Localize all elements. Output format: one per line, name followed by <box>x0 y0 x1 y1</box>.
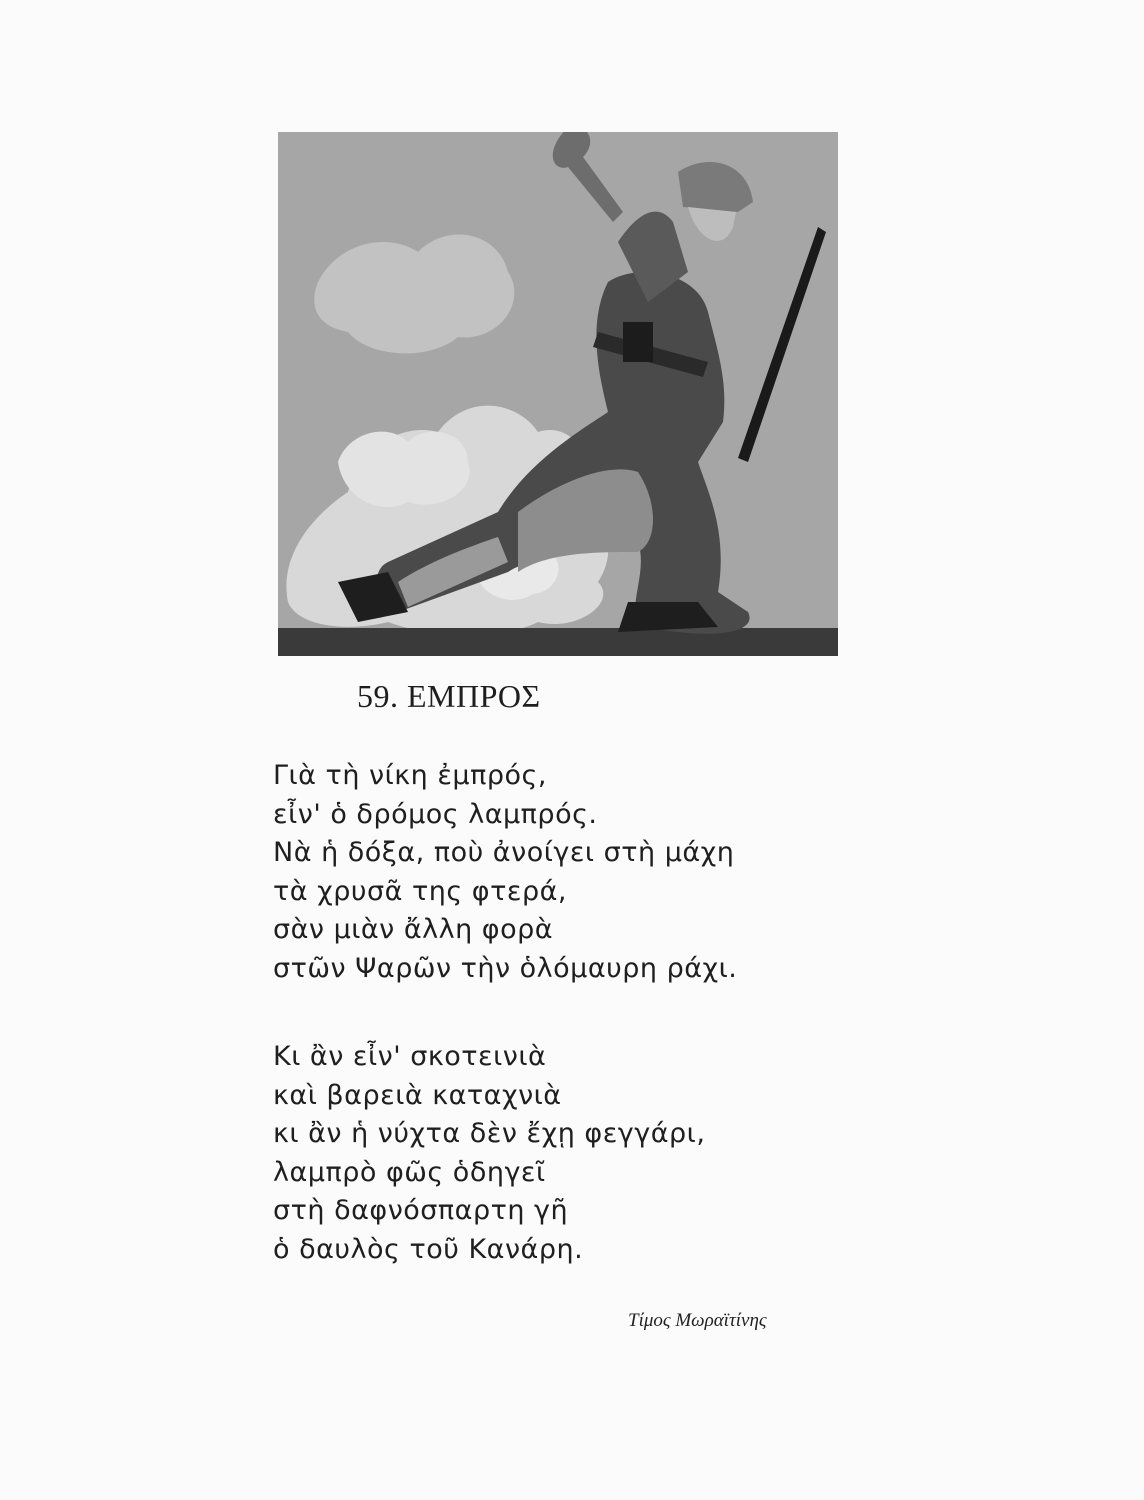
poem-line: καὶ βαρειὰ καταχνιὰ <box>273 1079 562 1111</box>
poem-line: Νὰ ἡ δόξα, ποὺ ἀνοίγει στὴ μάχη <box>273 837 735 868</box>
poem-line: ὁ δαυλὸς τοῦ Κανάρη. <box>273 1233 584 1265</box>
poem-line: στῶν Ψαρῶν τὴν ὁλόμαυρη ράχι. <box>273 952 738 984</box>
poem-title: 59. ΕΜΠΡΟΣ <box>357 678 541 714</box>
poem-line: Γιὰ τὴ νίκη ἐμπρός, <box>273 760 547 791</box>
poem-line: λαμπρὸ φῶς ὁδηγεῖ <box>273 1156 546 1188</box>
stanza-1 <box>273 757 737 988</box>
poem-line: σὰν μιὰν ἄλλη φορὰ <box>273 914 554 945</box>
poem-line: κι ἂν ἡ νύχτα δὲν ἔχῃ φεγγάρι, <box>273 1118 706 1149</box>
soldier-bugler-illustration <box>278 132 838 656</box>
poem-line: εἶν' ὁ δρόμος λαμπρός. <box>273 798 598 830</box>
poem-line: Κι ἂν εἶν' σκοτεινιὰ <box>273 1041 547 1072</box>
poem-line: τὰ χρυσᾶ της φτερά, <box>273 875 567 907</box>
poem-author: Τίμος Μωραϊτίνης <box>628 1310 767 1331</box>
poem-line: στὴ δαφνόσπαρτη γῆ <box>273 1195 569 1226</box>
stanza-2 <box>273 1038 705 1269</box>
